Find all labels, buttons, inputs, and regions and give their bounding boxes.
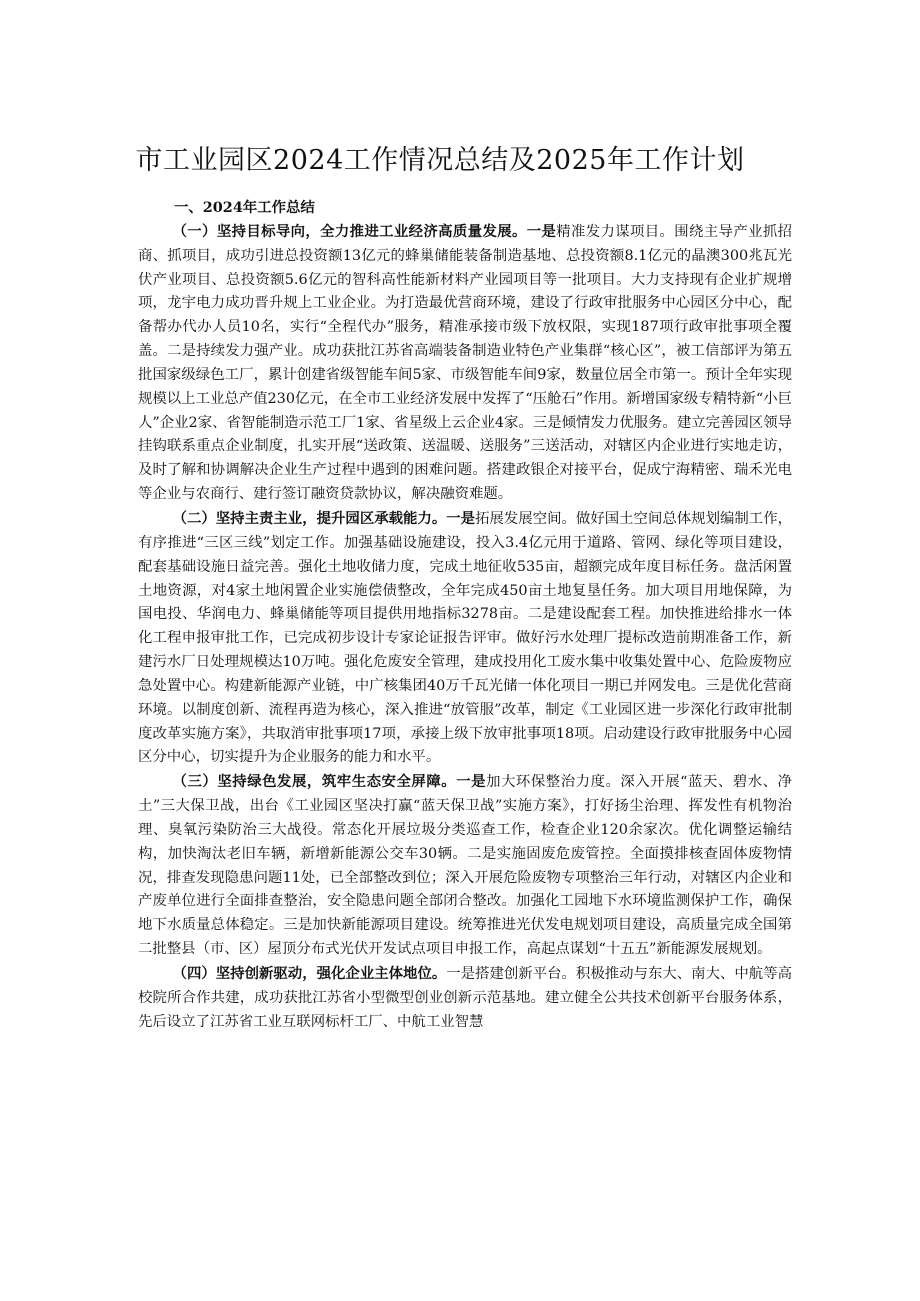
paragraph-lead: （三）坚持绿色发展，筑牢生态安全屏障。一是 bbox=[172, 773, 487, 791]
paragraph-lead: （四）坚持创新驱动，强化企业主体地位。 bbox=[172, 965, 447, 982]
paragraph-innovation bbox=[138, 962, 792, 1035]
paragraph-lead: （一）坚持目标导向，全力推进工业经济高质量发展。一是 bbox=[172, 222, 557, 240]
paragraph-lead: （二）坚持主责主业，提升园区承载能力。一是 bbox=[172, 509, 476, 527]
paragraph-green-development bbox=[138, 770, 792, 962]
paragraph-park-capacity bbox=[138, 507, 792, 770]
paragraph-text: 拓展发展空间。做好国土空间总体规划编制工作，有序推进“三区三线”划定工作。加强基础设施建设，投入3.4亿元用于道路、管网、绿化等项目建设，配套基础设施日益完善。强化土地收储力度，完成土地征收535亩，超额完成年度目标任务。盘活闲置土地资源，对4家土地闲置企业实施偿债整改，全年完成450亩土地复垦任务。加大项目用地保障，为国电投、华润电力、蜂巢储能等项目提供用地指标3278亩。二是建设配套工程。加快推进给排水一体化工程申报审批工作，已完成初步设计专家论证报告评审。做好污水处理厂提标改造前期准备工作，新建污水厂日处理规模达10万吨。强化危废安全管理，建成投用化工废水集中收集处置中心、危险废物应急处置中心。构建新能源产业链，中广核集团40万千瓦光储一体化项目一期已并网发电。三是优化营商环境。以制度创新、流程再造为核心，深入推进“放管服”改革，制定《工业园区进一步深化行政审批制度改革实施方案》，共取消审批事项17项，承接上级下放审批事项18项。启动建设行政审批服务中心园区分中心，切实提升为企业服务的能力和水平。 bbox=[138, 510, 792, 766]
paragraph-text: 加大环保整治力度。深入开展“蓝天、碧水、净土”三大保卫战，出台《工业园区坚决打赢“蓝天保卫战”实施方案》，打好扬尘治理、挥发性有机物治理、臭氧污染防治三大战役。常态化开展垃圾分类巡查工作，检查企业120余家次。优化调整运输结构，加快淘汰老旧车辆，新增新能源公交车30辆。二是实施固废危废管控。全面摸排核查固体废物情况，排查发现隐患问题11处，已全部整改到位；深入开展危险废物专项整治三年行动，对辖区内企业和产废单位进行全面排查整治，安全隐患问题全部闭合整改。加强化工园地下水环境监测保护工作，确保地下水质量总体稳定。三是加快新能源项目建设。统筹推进光伏发电规划项目建设，高质量完成全国第二批整县（市、区）屋顶分布式光伏开发试点项目申报工作，高起点谋划“十五五”新能源发展规划。 bbox=[138, 774, 792, 958]
paragraph-text: 一是搭建创新平台。积极推动与东大、南大、中航等高校院所合作共建，成功获批江苏省小型微型创业创新示范基地。建立健全公共技术创新平台服务体系，先后设立了江苏省工业互联网标杆工厂、中航工业智慧 bbox=[138, 966, 792, 1030]
document-body bbox=[138, 196, 792, 1035]
paragraph-industrial-economy bbox=[138, 220, 792, 507]
paragraph-text: 精准发力谋项目。围绕主导产业抓招商、抓项目，成功引进总投资额13亿元的蜂巢储能装备制造基地、总投资额8.1亿元的晶澳300兆瓦光伏产业项目、总投资额5.6亿元的智科高性能新材料产业园项目等一批项目。大力支持现有企业扩规增项，龙宇电力成功晋升规上工业企业。为打造最优营商环境，建设了行政审批服务中心园区分中心，配备帮办代办人员10名，实行“全程代办”服务，精准承接市级下放权限，实现187项行政审批事项全覆盖。二是持续发力强产业。成功获批江苏省高端装备制造业特色产业集群“核心区”，被工信部评为第五批国家级绿色工厂，累计创建省级智能车间5家、市级智能车间9家，数量位居全市第一。预计全年实现规模以上工业总产值230亿元，在全市工业经济发展中发挥了“压舱石”作用。新增国家级专精特新“小巨人”企业2家、省智能制造示范工厂1家、省星级上云企业4家。三是倾情发力优服务。建立完善园区领导挂钩联系重点企业制度，扎实开展“送政策、送温暖、送服务”三送活动，对辖区内企业进行实地走访，及时了解和协调解决企业生产过程中遇到的困难问题。搭建政银企对接平台，促成宁海精密、瑞禾光电等企业与农商行、建行签订融资贷款协议，解决融资难题。 bbox=[138, 223, 792, 503]
document-title: 市工业园区2024工作情况总结及2025年工作计划 bbox=[135, 145, 745, 176]
section-heading: 一、2024年工作总结 bbox=[174, 199, 315, 216]
